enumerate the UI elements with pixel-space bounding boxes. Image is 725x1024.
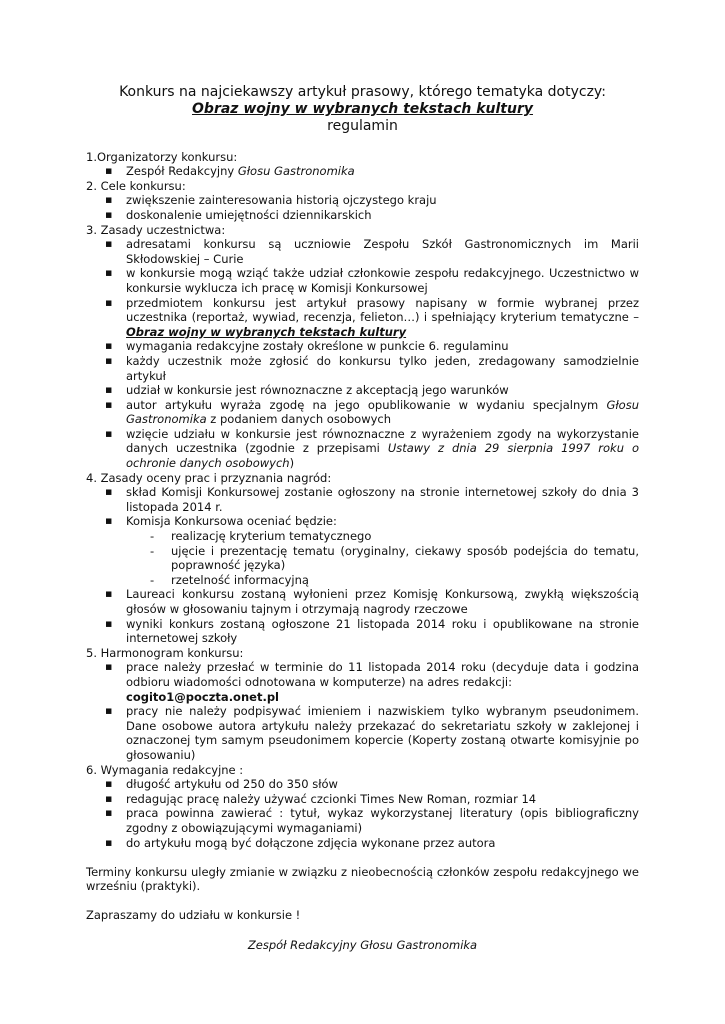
invitation: Zapraszamy do udziału w konkursie ! [86,908,301,923]
item-text: Zespół Redakcyjny [126,164,238,179]
spacer [86,135,639,150]
section-rules [86,223,639,471]
title-theme: Obraz wojny w wybranych tekstach kultury [192,101,533,117]
bullet-list [86,237,639,471]
email-address[interactable]: cogito1@poczta.onet.pl [126,689,279,704]
list-item: ▪ długość artykułu od 250 do 350 słów [126,777,639,792]
section-heading: 3. Zasady uczestnictwa: [86,222,226,237]
item-text: ) [289,456,295,471]
list-item [126,398,639,427]
item-text: Komisja Konkursowa oceniać będzie: [126,514,337,529]
section-evaluation [86,471,639,646]
dash-list [126,529,639,587]
list-item [126,427,639,471]
item-text: autor artykułu wyraża zgodę na jego opublikowanie w wydaniu specjalnym [126,397,607,412]
list-item: ▪ doskonalenie umiejętności dziennikarskich [126,208,639,223]
dash-item: - rzetelność informacyjną [171,573,639,588]
list-item [126,660,639,704]
section-organizers [86,150,639,179]
spacer [86,850,639,865]
bullet-list [86,777,639,850]
spacer [86,894,639,909]
bullet-list [86,660,639,762]
bullet-list [86,193,639,222]
section-heading: 5. Harmonogram konkursu: [86,645,244,660]
list-item: ▪ zwiększenie zainteresowania historią ojczystego kraju [126,193,639,208]
item-theme: Obraz wojny w wybranych tekstach kultury [126,324,407,339]
signature: Zespół Redakcyjny Głosu Gastronomika [247,937,478,952]
title-regulamin: regulamin [327,118,398,134]
list-item [126,296,639,340]
section-heading: 4. Zasady oceny prac i przyznania nagród: [86,470,332,485]
section-heading: 6. Wymagania redakcyjne : [86,762,244,777]
list-item: ▪ każdy uczestnik może zgłosić do konkursu tylko jeden, zredagowany samodzielnie artykuł [126,354,639,383]
list-item [126,164,639,179]
spacer [86,923,639,938]
item-text: z podaniem danych osobowych [206,412,392,427]
section-requirements [86,763,639,851]
section-schedule [86,646,639,763]
list-item: ▪ praca powinna zawierać : tytuł, wykaz wykorzystanej literatury (opis bibliograficzny zgodny z obowiązującymi wymaganiami) [126,806,639,835]
dash-item: - ujęcie i prezentację tematu (oryginalny, ciekawy sposób podejścia do tematu, poprawność języka) [171,544,639,573]
item-text-italic: Ustawy z dnia 29 sierpnia 1997 roku o ochronie danych osobowych [126,441,639,471]
list-item: ▪ adresatami konkursu są uczniowie Zespołu Szkół Gastronomicznych im Marii Skłodowskiej – Curie [126,237,639,266]
list-item: ▪ redagując pracę należy używać czcionki Times New Roman, rozmiar 14 [126,792,639,807]
item-text-italic: Głosu Gastronomika [237,164,355,179]
item-text: wzięcie udziału w konkursie jest równoznaczne z wyrażeniem zgody na wykorzystanie danych uczestnika (zgodnie z przepisami [126,426,639,456]
document-title [86,84,639,135]
bullet-list [86,485,639,646]
list-item: ▪ udział w konkursie jest równoznaczne z akceptacją jego warunków [126,383,639,398]
section-heading: 2. Cele konkursu: [86,178,186,193]
list-item: ▪ wymagania redakcyjne zostały określone w punkcie 6. regulaminu [126,339,639,354]
list-item: ▪ w konkursie mogą wziąć także udział członkowie zespołu redakcyjnego. Uczestnictwo w konkursie wyklucza ich pracę w Komisji Konkursowej [126,266,639,295]
list-item: ▪ skład Komisji Konkursowej zostanie ogłoszony na stronie internetowej szkoły do dnia 3 listopada 2014 r. [126,485,639,514]
list-item [126,514,639,587]
item-text: prace należy przesłać w terminie do 11 listopada 2014 roku (decyduje data i godzina odbioru wiadomości odnotowana w komputerze) na adres redakcji: [126,660,639,689]
title-line-1: Konkurs na najciekawszy artykuł prasowy, którego tematyka dotyczy: [119,84,606,100]
item-text: przedmiotem konkursu jest artykuł prasowy napisany w formie wybranej przez uczestnika (reportaż, wywiad, recenzja, felieton…) i spełniający kryterium tematyczne – [126,295,639,325]
item-text-italic: Głosu Gastronomika [126,397,639,427]
section-heading: 1.Organizatorzy konkursu: [86,149,238,164]
list-item: ▪ wyniki konkurs zostaną ogłoszone 21 listopada 2014 roku i opublikowane na stronie internetowej szkoły [126,617,639,646]
section-goals [86,179,639,223]
list-item: ▪ do artykułu mogą być dołączone zdjęcia wykonane przez autora [126,836,639,851]
bullet-list [86,164,639,179]
list-item: ▪ Laureaci konkursu zostaną wyłonieni przez Komisję Konkursową, zwykłą większością głosów w głosowaniu tajnym i otrzymają nagrody rzeczowe [126,587,639,616]
list-item: ▪ pracy nie należy podpisywać imieniem i nazwiskiem tylko wybranym pseudonimem. Dane osobowe autora artykułu należy przekazać do sekretariatu szkoły w zaklejonej i oznaczonej tym samym pseudonimem kopercie (Koperty zostaną otwarte komisyjnie po głosowaniu) [126,704,639,762]
dash-item: - realizację kryterium tematycznego [171,529,639,544]
schedule-change-note: Terminy konkursu uległy zmianie w związku z nieobecnością członków zespołu redakcyjnego we wrześniu (praktyki). [86,864,639,894]
